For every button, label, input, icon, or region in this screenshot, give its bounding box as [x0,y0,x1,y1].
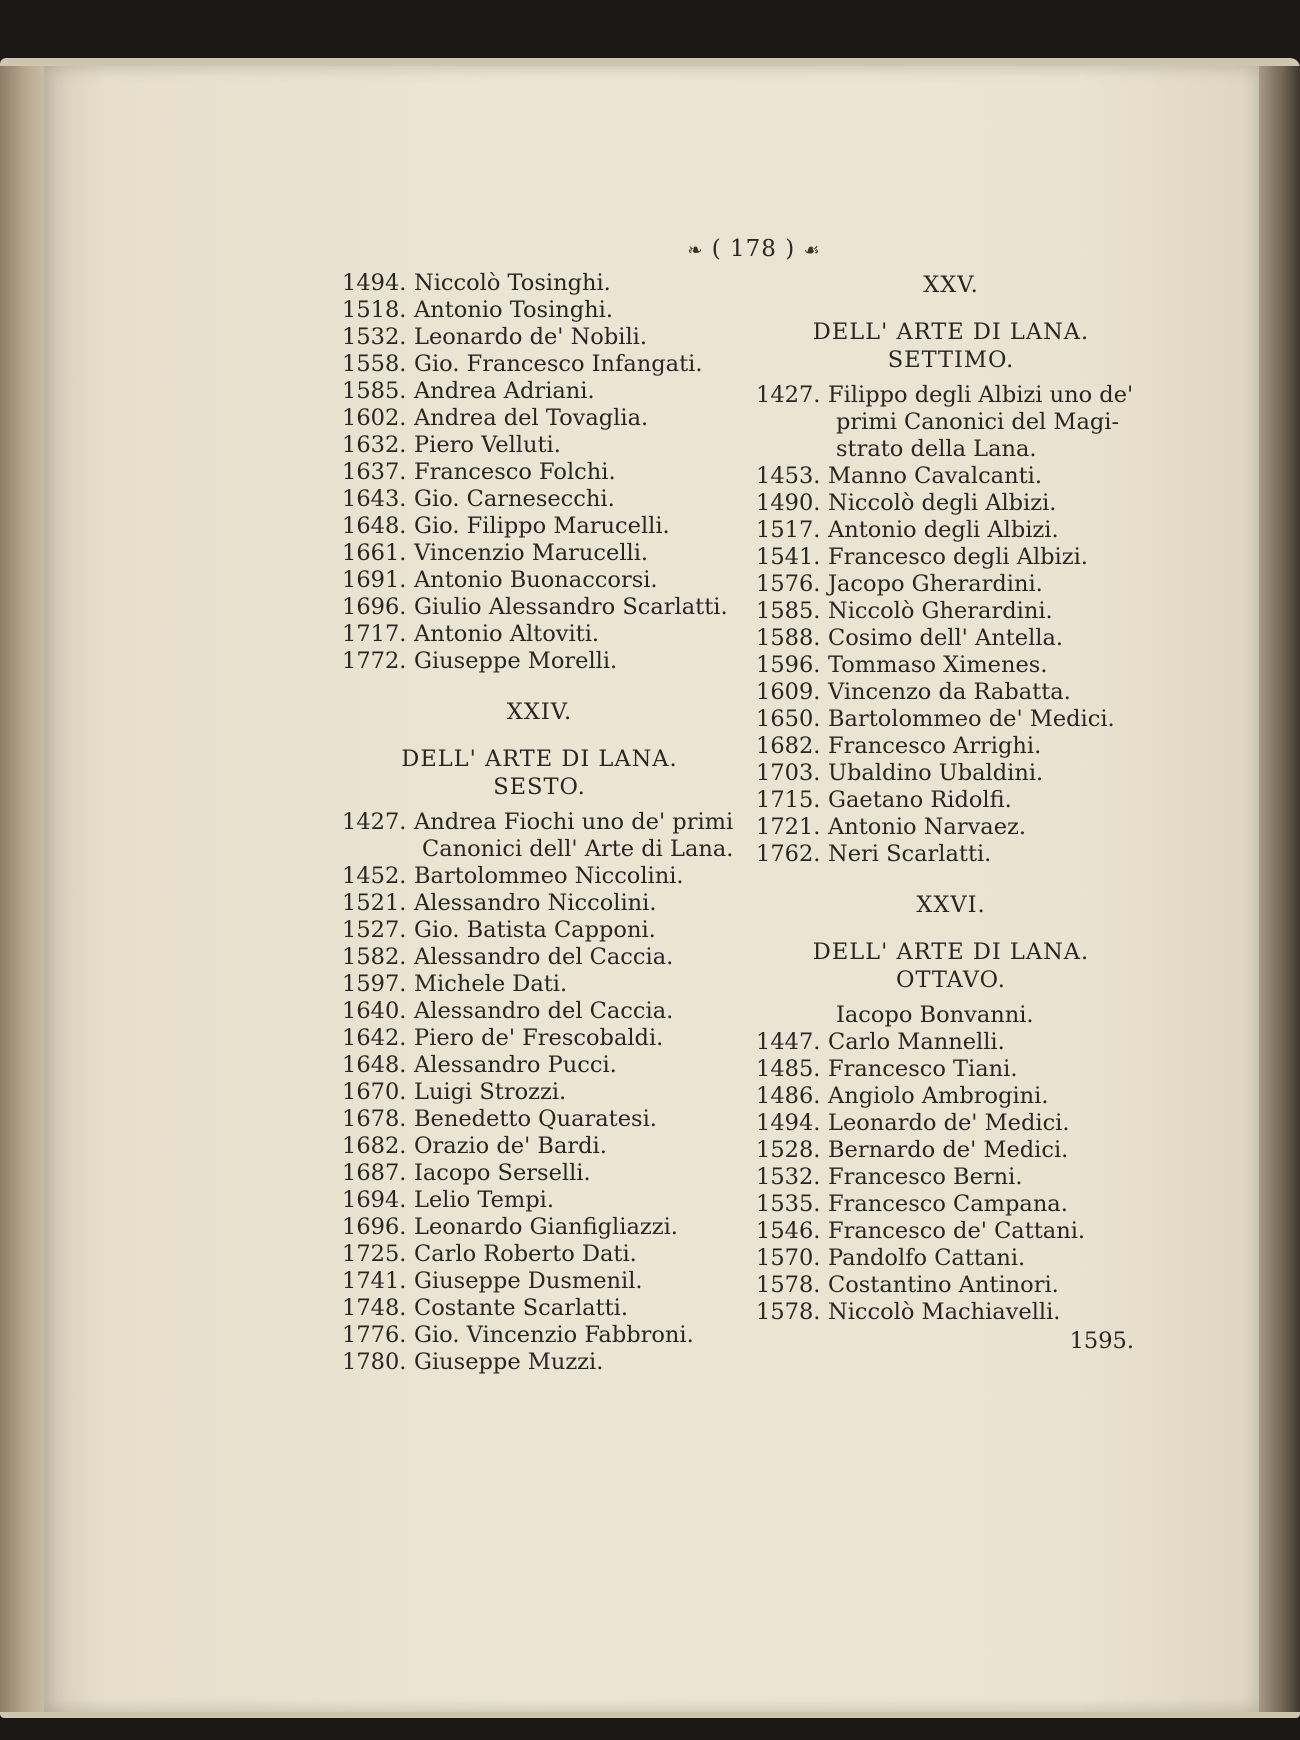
entry-year: 1486. [756,1083,821,1109]
entry-name: Niccolò Tosinghi. [414,270,611,296]
entry-year: 1521. [342,890,407,916]
entry-year: 1582. [342,944,407,970]
entry-year: 1585. [756,598,821,624]
entry-name: Cosimo dell' Antella. [828,625,1064,651]
list-item [342,1133,737,1160]
list-item [342,270,737,297]
list-item [756,787,1146,814]
entry-year: 1602. [342,405,407,431]
entry-year: 1427. [756,382,821,408]
list-item [756,1083,1146,1110]
list-item [342,621,737,648]
entry-name: Manno Cavalcanti. [828,463,1042,489]
entry-name: Angiolo Ambrogini. [828,1083,1049,1109]
list-item [756,652,1146,679]
list-item [342,567,737,594]
entry-name: Gio. Vincenzio Fabbroni. [414,1322,694,1348]
list-item [342,486,737,513]
entry-name: Gio. Batista Capponi. [414,917,656,943]
entry-name: Gaetano Ridolfi. [828,787,1012,813]
list-item [342,917,737,944]
entry-name: Bernardo de' Medici. [828,1137,1069,1163]
list-item [342,809,737,836]
list-item [756,625,1146,652]
list-item [756,517,1146,544]
entry-year: 1576. [756,571,821,597]
entry-name: Orazio de' Bardi. [414,1133,607,1159]
list-item [756,544,1146,571]
entry-name: Leonardo Gianfigliazzi. [414,1214,678,1240]
entry-year: 1490. [756,490,821,516]
entry-year: 1776. [342,1322,407,1348]
entry-year: 1703. [756,760,821,786]
list-item [756,679,1146,706]
entry-year: 1588. [756,625,821,651]
list-item [756,1056,1146,1083]
entry-name: Andrea Fiochi uno de' primi [414,809,734,835]
entry-year: 1696. [342,594,407,620]
page-edge-right [1259,66,1300,1712]
list-item [756,1110,1146,1137]
entry-name: Tommaso Ximenes. [828,652,1048,678]
list-item [756,463,1146,490]
section-26-subtitle: OTTAVO. [896,967,1006,993]
entry-name: Niccolò Gherardini. [828,598,1053,624]
entry-name: Giuseppe Morelli. [414,648,618,674]
list-item [342,1214,737,1241]
entry-year: 1640. [342,998,407,1024]
entry-year: 1632. [342,432,407,458]
entry-name: Giulio Alessandro Scarlatti. [414,594,728,620]
section-24-number: XXIV. [506,699,573,725]
list-item [756,598,1146,625]
entry-year: 1643. [342,486,407,512]
section-26-number: XXVI. [916,892,986,918]
section-25-title: DELL' ARTE DI LANA. [812,319,1090,345]
list-item [342,1106,737,1133]
entry-year: 1596. [756,652,821,678]
entry-name: Piero de' Frescobaldi. [414,1025,664,1051]
left-list [342,270,737,675]
entry-name: Alessandro del Caccia. [414,944,674,970]
list-item [756,1002,1146,1029]
entry-name: Leonardo de' Medici. [828,1110,1070,1136]
entry-year: 1650. [756,706,821,732]
entry-year: 1578. [756,1272,821,1298]
section-24-title: DELL' ARTE DI LANA. [401,746,678,772]
entry-year: 1748. [342,1295,407,1321]
entry-name: Vincenzio Marucelli. [414,540,649,566]
entry-year: 1494. [342,270,407,296]
entry-name: primi Canonici del Magi- [836,409,1120,435]
list-item [756,1218,1146,1245]
left-column [342,270,737,1376]
list-item [342,890,737,917]
entry-year: 1546. [756,1218,821,1244]
entry-name: Costantino Antinori. [828,1272,1059,1298]
list-item [756,814,1146,841]
entry-name: Alessandro Pucci. [414,1052,617,1078]
list-item [756,490,1146,517]
list-item [342,1349,737,1376]
entry-year: 1517. [756,517,821,543]
entry-year: 1528. [756,1137,821,1163]
entry-name: Giuseppe Dusmenil. [414,1268,643,1294]
entry-year: 1717. [342,621,407,647]
entry-year: 1609. [756,679,821,705]
list-item [342,1322,737,1349]
entry-year: 1741. [342,1268,407,1294]
entry-year: 1725. [342,1241,407,1267]
entry-name: Bartolommeo de' Medici. [828,706,1115,732]
section-25-number: XXV. [923,272,979,298]
entry-name: Iacopo Serselli. [414,1160,591,1186]
entry-name: Filippo degli Albizi uno de' [828,382,1134,408]
entry-year: 1678. [342,1106,407,1132]
entry-year: 1670. [342,1079,407,1105]
entry-name: Ubaldino Ubaldini. [828,760,1044,786]
section-25-subtitle: SETTIMO. [887,347,1015,373]
catchword: 1595. [1069,1328,1134,1354]
list-item [342,1295,737,1322]
page-number: ( 178 ) [711,236,796,262]
list-item [756,733,1146,760]
entry-name: Bartolommeo Niccolini. [414,863,684,889]
entry-name: Michele Dati. [414,971,568,997]
entry-year: 1570. [756,1245,821,1271]
entry-name: Francesco degli Albizi. [828,544,1088,570]
list-item [342,944,737,971]
list-item-continuation [756,409,1146,436]
entry-year [756,1002,828,1029]
list-item [756,382,1146,409]
entry-year: 1541. [756,544,821,570]
entry-year: 1527. [342,917,407,943]
entry-year: 1637. [342,459,407,485]
section-24-list [342,809,737,1376]
entry-year: 1494. [756,1110,821,1136]
entry-name: Francesco Campana. [828,1191,1068,1217]
list-item [342,1052,737,1079]
list-item [756,1191,1146,1218]
list-item [342,324,737,351]
entry-name: Gio. Carnesecchi. [414,486,615,512]
list-item [756,706,1146,733]
entry-year: 1558. [342,351,407,377]
entry-name: Lelio Tempi. [414,1187,555,1213]
entry-year: 1715. [756,787,821,813]
list-item [756,1245,1146,1272]
entry-name: Jacopo Gherardini. [828,571,1043,597]
entry-name: Iacopo Bonvanni. [836,1002,1034,1028]
section-26-list [756,1002,1146,1326]
list-item [342,405,737,432]
entry-name: Carlo Roberto Dati. [414,1241,637,1267]
entry-name: Giuseppe Muzzi. [414,1349,604,1375]
list-item [342,513,737,540]
section-24-subtitle: SESTO. [493,774,586,800]
entry-name: Alessandro del Caccia. [414,998,674,1024]
entry-name: Francesco Tiani. [828,1056,1018,1082]
entry-year: 1453. [756,463,821,489]
entry-year [342,836,414,863]
section-26-title: DELL' ARTE DI LANA. [812,939,1090,965]
list-item [342,971,737,998]
entry-year: 1694. [342,1187,407,1213]
entry-name: Leonardo de' Nobili. [414,324,647,350]
right-column [756,270,1146,1356]
list-item [342,1079,737,1106]
entry-year: 1682. [756,733,821,759]
entry-year: 1452. [342,863,407,889]
entry-name: Niccolò Machiavelli. [828,1299,1061,1325]
list-item [756,1164,1146,1191]
entry-year: 1642. [342,1025,407,1051]
entry-year: 1691. [342,567,407,593]
list-item [756,1137,1146,1164]
entry-name: Gio. Filippo Marucelli. [414,513,670,539]
entry-year: 1648. [342,513,407,539]
entry-name: Niccolò degli Albizi. [828,490,1057,516]
entry-year [756,436,828,463]
list-item-continuation [342,836,737,863]
entry-year: 1447. [756,1029,821,1055]
list-item [342,1187,737,1214]
page-header [664,236,844,262]
entry-year: 1427. [342,809,407,835]
entry-year: 1661. [342,540,407,566]
list-item [342,1025,737,1052]
list-item [756,1029,1146,1056]
entry-year: 1648. [342,1052,407,1078]
entry-year: 1578. [756,1299,821,1325]
entry-name: Francesco de' Cattani. [828,1218,1086,1244]
list-item [342,432,737,459]
list-item [342,998,737,1025]
entry-year: 1532. [342,324,407,350]
entry-year: 1518. [342,297,407,323]
list-item [342,378,737,405]
list-item [756,1299,1146,1326]
entry-name: Costante Scarlatti. [414,1295,628,1321]
list-item [756,841,1146,868]
entry-year: 1585. [342,378,407,404]
list-item [342,540,737,567]
section-25-list [756,382,1146,868]
ornament-right-icon: ☙ [803,240,821,261]
list-item [342,594,737,621]
entry-year: 1485. [756,1056,821,1082]
ornament-left-icon: ❧ [687,240,704,261]
entry-year: 1721. [756,814,821,840]
entry-year: 1780. [342,1349,407,1375]
entry-name: strato della Lana. [836,436,1037,462]
entry-year: 1532. [756,1164,821,1190]
entry-year: 1597. [342,971,407,997]
list-item [342,1160,737,1187]
entry-name: Alessandro Niccolini. [414,890,657,916]
entry-year: 1687. [342,1160,407,1186]
entry-name: Francesco Berni. [828,1164,1023,1190]
entry-year: 1535. [756,1191,821,1217]
list-item [342,648,737,675]
entry-year: 1762. [756,841,821,867]
entry-name: Pandolfo Cattani. [828,1245,1026,1271]
entry-year: 1696. [342,1214,407,1240]
entry-name: Piero Velluti. [414,432,561,458]
list-item [756,571,1146,598]
entry-name: Neri Scarlatti. [828,841,992,867]
list-item-continuation [756,436,1146,463]
entry-name: Luigi Strozzi. [414,1079,567,1105]
entry-name: Antonio Buonaccorsi. [414,567,658,593]
list-item [342,459,737,486]
list-item [756,760,1146,787]
entry-name: Carlo Mannelli. [828,1029,1005,1055]
list-item [342,863,737,890]
entry-name: Francesco Folchi. [414,459,616,485]
entry-name: Antonio Altoviti. [414,621,600,647]
entry-name: Vincenzo da Rabatta. [828,679,1071,705]
list-item [342,1241,737,1268]
entry-name: Gio. Francesco Infangati. [414,351,703,377]
entry-name: Antonio Tosinghi. [414,297,613,323]
entry-name: Andrea del Tovaglia. [414,405,649,431]
list-item [342,351,737,378]
list-item [342,297,737,324]
entry-name: Francesco Arrighi. [828,733,1042,759]
entry-name: Canonici dell' Arte di Lana. [422,836,734,862]
entry-name: Benedetto Quaratesi. [414,1106,657,1132]
entry-year [756,409,828,436]
entry-name: Antonio degli Albizi. [828,517,1059,543]
list-item [756,1272,1146,1299]
entry-year: 1772. [342,648,407,674]
entry-name: Andrea Adriani. [414,378,595,404]
list-item [342,1268,737,1295]
entry-year: 1682. [342,1133,407,1159]
entry-name: Antonio Narvaez. [828,814,1027,840]
